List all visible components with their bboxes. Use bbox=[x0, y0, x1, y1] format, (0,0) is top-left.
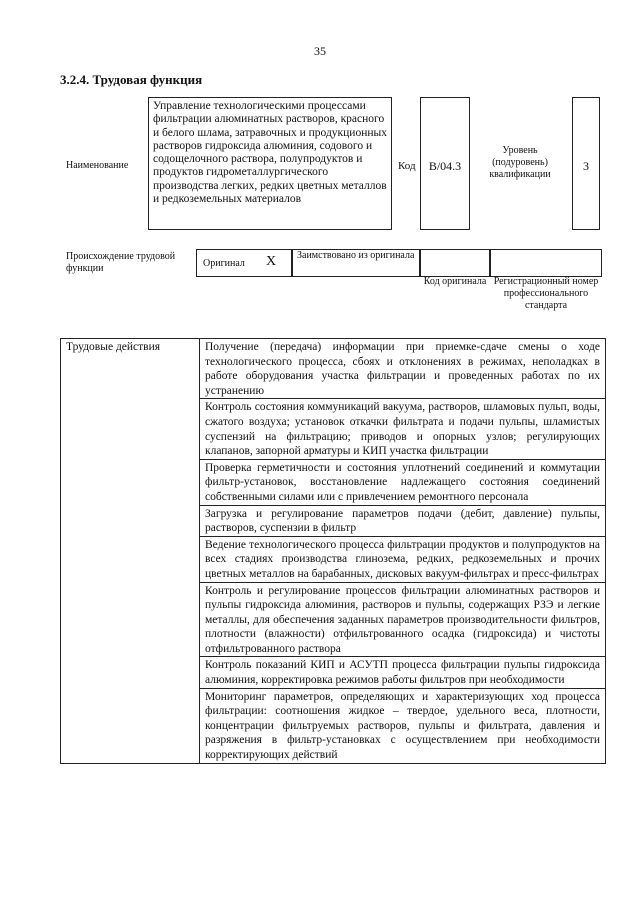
action-item: Загрузка и регулирование параметров подачи (дебит, давление) пульпы, растворов, суспензии в фильтр bbox=[200, 505, 606, 536]
actions-heading: Трудовые действия bbox=[61, 339, 200, 764]
name-label: Наименование bbox=[66, 160, 129, 171]
action-item: Контроль показаний КИП и АСУТП процесса фильтрации пульпы гидроксида алюминия, корректировка режимов работы фильтров при необходимости bbox=[200, 657, 606, 688]
original-mark: X bbox=[266, 254, 277, 269]
action-item: Мониторинг параметров, определяющих и характеризующих ход процесса фильтрации: соотношения жидкое – твердое, удельного веса, плотности, концентрации фильтруемых растворов, пульпы и фильтрата, давления и разряжения в фильтр-установках с осуществлением при необходимости корректирующих действий bbox=[200, 688, 606, 763]
original-code-caption: Код оригинала bbox=[423, 276, 487, 287]
section-title: 3.2.4. Трудовая функция bbox=[60, 72, 203, 87]
qualification-level-box: 3 bbox=[572, 97, 600, 230]
code-label: Код bbox=[398, 160, 416, 172]
page-number: 35 bbox=[314, 44, 326, 58]
action-item: Контроль и регулирование процессов фильтрации алюминатных растворов и пульпы гидроксида алюминия, растворов и пульпы, содержащих РЗЭ и легкие металлы, для обеспечения заданных параметров производительности фильтров, плотности (влажности) отфильтрованного осадка (гидроксида) и чистоты отфильтрованного раствора bbox=[200, 582, 606, 657]
action-item: Ведение технологического процесса фильтрации продуктов и полупродуктов на всех стадиях производства глинозема, редких, редкоземельных и прочих цветных металлов на барабанных, дисковых вакуум-фильтрах и пресс-фильтрах bbox=[200, 536, 606, 582]
table-row bbox=[61, 339, 606, 399]
labor-actions-table bbox=[60, 338, 606, 764]
function-name-box: Управление технологическими процессами фильтрации алюминатных растворов, красного и белого шлама, затравочных и продукционных растворов гидроксида алюминия, содового и содощелочного раствора, полупродуктов и продуктов гидрометаллургического производства легких, редких цветных металлов и редкоземельных материалов bbox=[148, 97, 392, 230]
origin-label: Происхождение трудовой функции bbox=[66, 251, 176, 274]
qualification-level-label: Уровень (подуровень) квалификации bbox=[489, 145, 551, 180]
function-code-box: B/04.3 bbox=[420, 97, 470, 230]
action-item: Контроль состояния коммуникаций вакуума, растворов, шламовых пульп, воды, сжатого воздуха; установок откачки фильтрата и подачи пульпы, шламистых суспензий на фильтрацию; приводов и опорных узлов; регулирующих клапанов, запорной арматуры и КИП участка фильтрации bbox=[200, 399, 606, 459]
original-label: Оригинал bbox=[203, 258, 245, 269]
registration-number-caption: Регистрационный номер профессионального стандарта bbox=[493, 276, 599, 311]
action-item: Проверка герметичности и состояния уплотнений соединений и коммутации фильтр-установок, восстановление надлежащего состояния соединений собственными силами или с привлечением ремонтного персонала bbox=[200, 459, 606, 505]
original-code-cell bbox=[420, 249, 490, 277]
borrowed-label: Заимствовано из оригинала bbox=[297, 250, 415, 261]
registration-number-cell bbox=[490, 249, 602, 277]
action-item: Получение (передача) информации при приемке-сдаче смены о ходе технологического процесса, сбоях и отклонениях в режимах, неполадках в работе оборудования участка фильтрации и проведенных работах по их устранению bbox=[200, 339, 606, 399]
